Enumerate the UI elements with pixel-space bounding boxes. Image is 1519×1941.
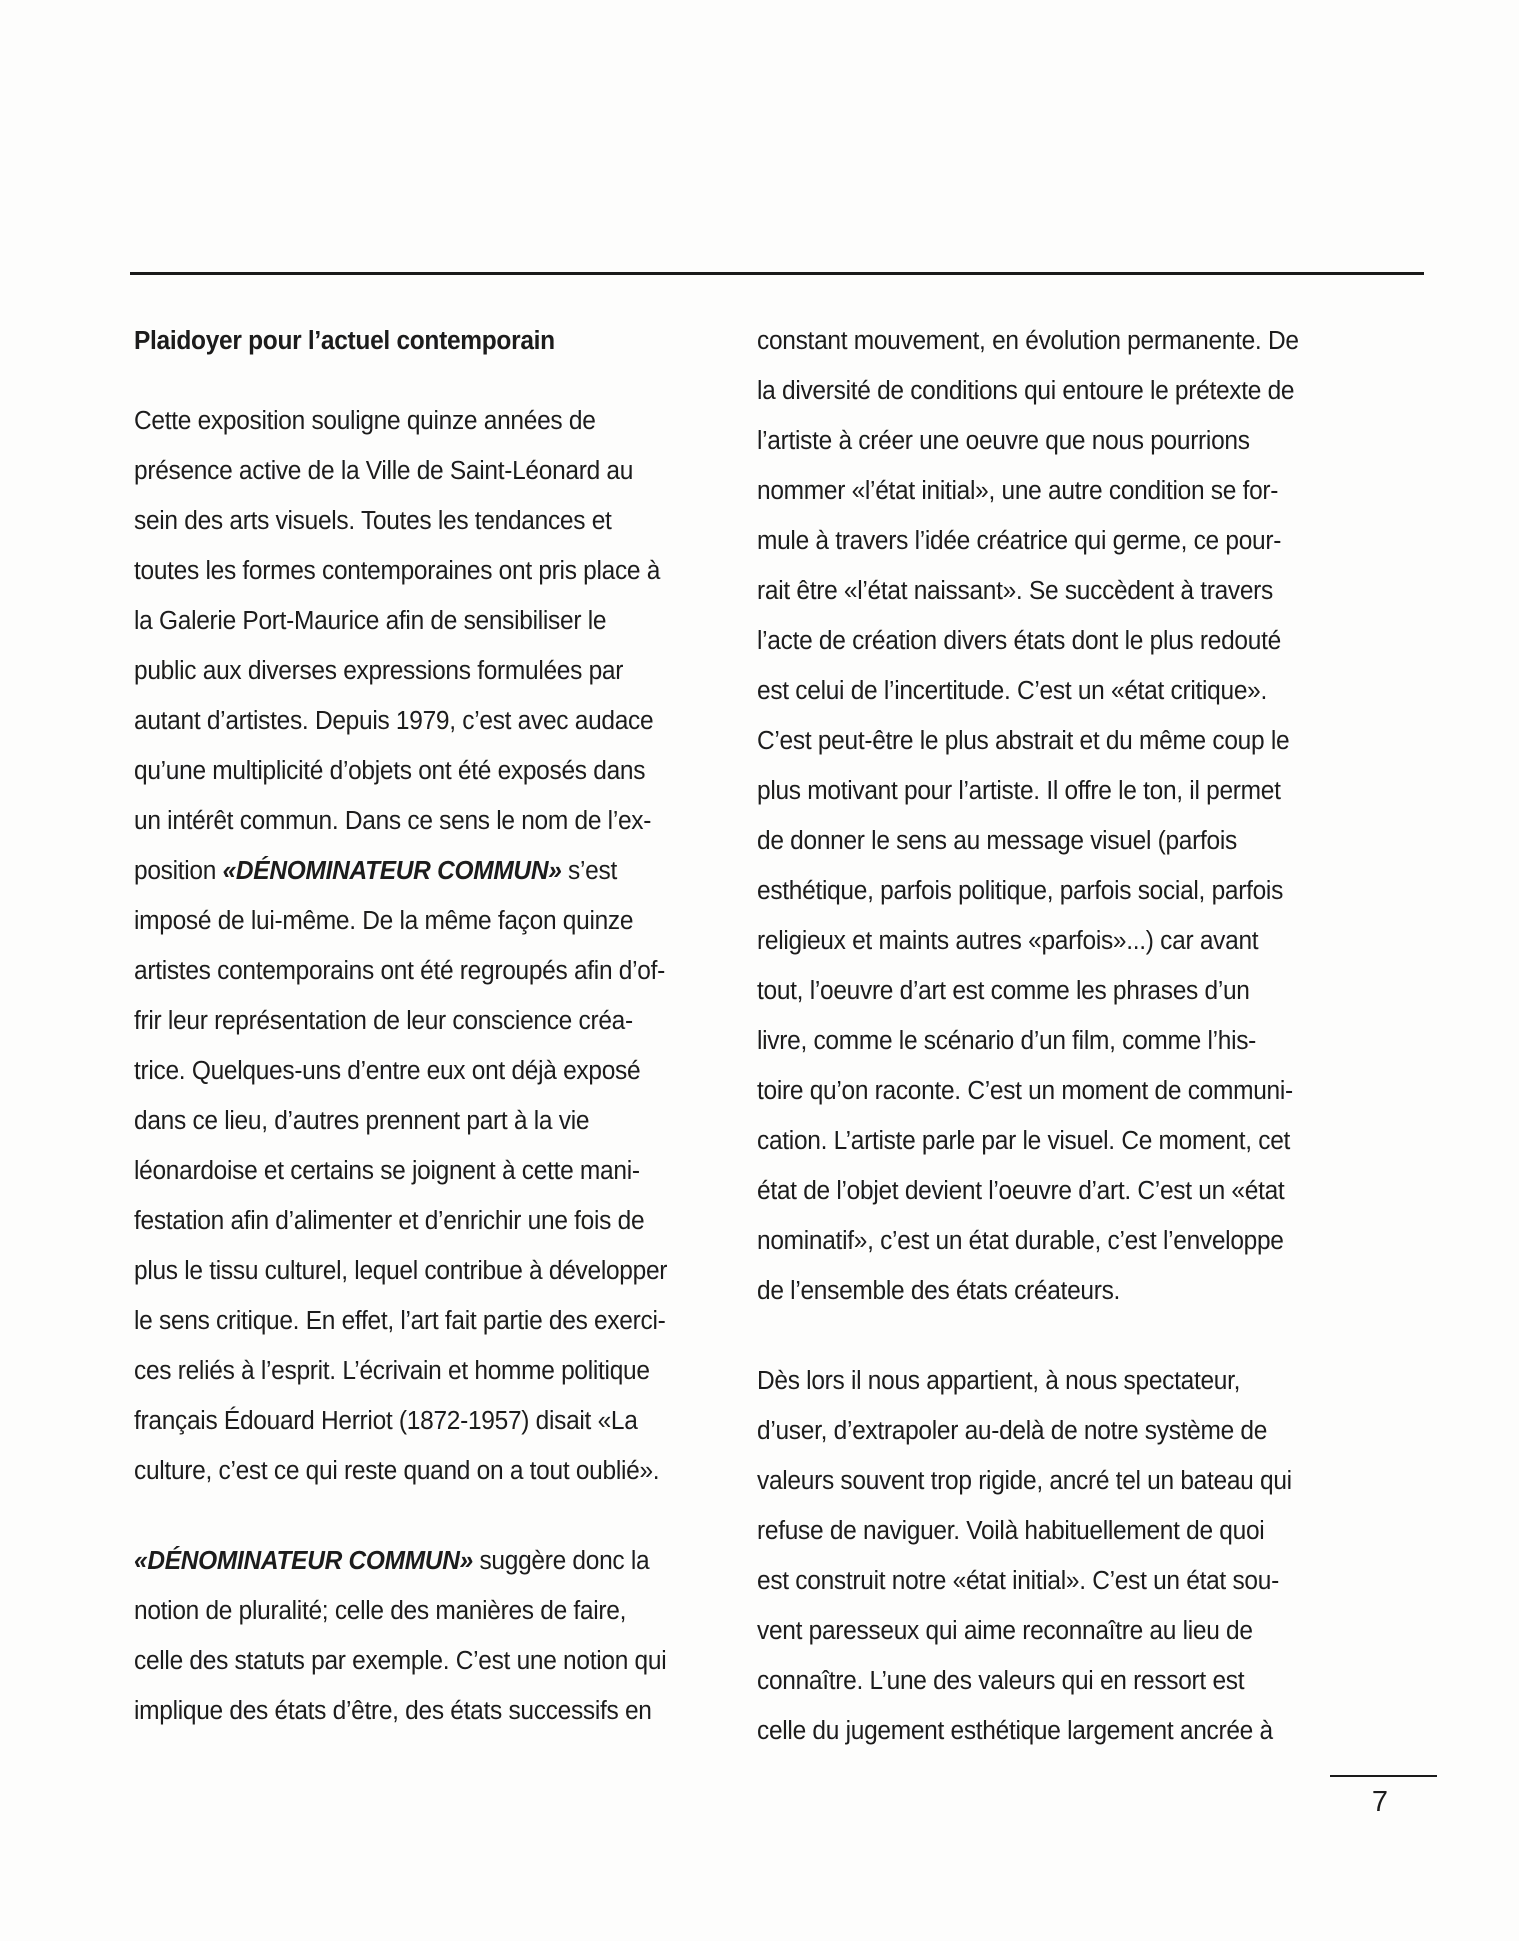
text-line: plus le tissu culturel, lequel contribue à développer bbox=[134, 1257, 668, 1285]
text-line: état de l’objet devient l’oeuvre d’art. C’est un «état bbox=[757, 1177, 1285, 1205]
top-rule bbox=[130, 272, 1424, 275]
text-line: dans ce lieu, d’autres prennent part à la vie bbox=[134, 1107, 590, 1135]
text-line: festation afin d’alimenter et d’enrichir une fois de bbox=[134, 1207, 645, 1235]
text-line: français Édouard Herriot (1872-1957) disait «La bbox=[134, 1407, 638, 1435]
paragraph-spacer bbox=[757, 1316, 1371, 1356]
text-line: rait être «l’état naissant». Se succèdent à travers bbox=[757, 577, 1273, 605]
text-line: autant d’artistes. Depuis 1979, c’est avec audace bbox=[134, 707, 654, 735]
text-line: constant mouvement, en évolution permanente. De bbox=[757, 327, 1299, 355]
text-line: sein des arts visuels. Toutes les tendances et bbox=[134, 507, 612, 535]
text-line: l’artiste à créer une oeuvre que nous pourrions bbox=[757, 427, 1250, 455]
right-column bbox=[757, 316, 1371, 1756]
text-line: celle du jugement esthétique largement ancrée à bbox=[757, 1717, 1273, 1745]
text-line: artistes contemporains ont été regroupés afin d’of- bbox=[134, 957, 665, 985]
exhibition-name: «DÉNOMINATEUR COMMUN» bbox=[222, 857, 562, 885]
text-line: valeurs souvent trop rigide, ancré tel un bateau qui bbox=[757, 1467, 1292, 1495]
text-line: toire qu’on raconte. C’est un moment de communi- bbox=[757, 1077, 1293, 1105]
text-line: implique des états d’être, des états successifs en bbox=[134, 1697, 652, 1725]
text-line: de l’ensemble des états créateurs. bbox=[757, 1277, 1121, 1305]
text-line: Cette exposition souligne quinze années de bbox=[134, 407, 596, 435]
text-line: d’user, d’extrapoler au-delà de notre système de bbox=[757, 1417, 1268, 1445]
text-line: connaître. L’une des valeurs qui en ressort est bbox=[757, 1667, 1245, 1695]
paragraph-spacer bbox=[134, 1496, 710, 1536]
text-line: un intérêt commun. Dans ce sens le nom de l’ex- bbox=[134, 807, 652, 835]
title-spacer bbox=[134, 366, 710, 396]
text-line bbox=[134, 1536, 710, 1586]
text-line: imposé de lui-même. De la même façon quinze bbox=[134, 907, 634, 935]
text-line: plus motivant pour l’artiste. Il offre le ton, il permet bbox=[757, 777, 1281, 805]
text-line: livre, comme le scénario d’un film, comme l’his- bbox=[757, 1027, 1257, 1055]
text-line: trice. Quelques-uns d’entre eux ont déjà exposé bbox=[134, 1057, 641, 1085]
text-line: l’acte de création divers états dont le plus redouté bbox=[757, 627, 1281, 655]
exhibition-name: «DÉNOMINATEUR COMMUN» bbox=[134, 1547, 473, 1575]
text-line: nominatif», c’est un état durable, c’est l’enveloppe bbox=[757, 1227, 1284, 1255]
text-line bbox=[134, 846, 710, 896]
text-line: toutes les formes contemporaines ont pris place à bbox=[134, 557, 661, 585]
left-column bbox=[134, 316, 710, 1736]
footer-rule bbox=[1330, 1775, 1437, 1777]
text-line: Dès lors il nous appartient, à nous spectateur, bbox=[757, 1367, 1241, 1395]
text-line: vent paresseux qui aime reconnaître au lieu de bbox=[757, 1617, 1253, 1645]
text-line: mule à travers l’idée créatrice qui germe, ce pour- bbox=[757, 527, 1282, 555]
text-line: de donner le sens au message visuel (parfois bbox=[757, 827, 1237, 855]
text-line: qu’une multiplicité d’objets ont été exposés dans bbox=[134, 757, 646, 785]
text-line: présence active de la Ville de Saint-Léonard au bbox=[134, 457, 634, 485]
text-line: cation. L’artiste parle par le visuel. Ce moment, cet bbox=[757, 1127, 1291, 1155]
text-line: frir leur représentation de leur conscience créa- bbox=[134, 1007, 633, 1035]
text-line: celle des statuts par exemple. C’est une notion qui bbox=[134, 1647, 667, 1675]
text-line: léonardoise et certains se joignent à cette mani- bbox=[134, 1157, 640, 1185]
text-line: public aux diverses expressions formulées par bbox=[134, 657, 624, 685]
text-line: la diversité de conditions qui entoure le prétexte de bbox=[757, 377, 1295, 405]
text-line: nommer «l’état initial», une autre condition se for- bbox=[757, 477, 1279, 505]
text-line: le sens critique. En effet, l’art fait partie des exerci- bbox=[134, 1307, 666, 1335]
text-line: esthétique, parfois politique, parfois social, parfois bbox=[757, 877, 1284, 905]
text-line: est celui de l’incertitude. C’est un «état critique». bbox=[757, 677, 1267, 705]
text-line: culture, c’est ce qui reste quand on a tout oublié». bbox=[134, 1457, 660, 1485]
text-fragment: s’est bbox=[561, 857, 617, 885]
text-line: refuse de naviguer. Voilà habituellement de quoi bbox=[757, 1517, 1265, 1545]
text-line: notion de pluralité; celle des manières de faire, bbox=[134, 1597, 627, 1625]
text-line: tout, l’oeuvre d’art est comme les phrases d’un bbox=[757, 977, 1250, 1005]
text-line: C’est peut-être le plus abstrait et du même coup le bbox=[757, 727, 1290, 755]
text-fragment: position bbox=[134, 857, 223, 885]
article-title: Plaidoyer pour l’actuel contemporain bbox=[134, 327, 555, 355]
text-line: est construit notre «état initial». C’est un état sou- bbox=[757, 1567, 1279, 1595]
text-line: ces reliés à l’esprit. L’écrivain et homme politique bbox=[134, 1357, 650, 1385]
text-line: religieux et maints autres «parfois»...) car avant bbox=[757, 927, 1259, 955]
text-fragment: suggère donc la bbox=[472, 1547, 650, 1575]
text-line: la Galerie Port-Maurice afin de sensibiliser le bbox=[134, 607, 607, 635]
page-number: 7 bbox=[1371, 1786, 1389, 1818]
